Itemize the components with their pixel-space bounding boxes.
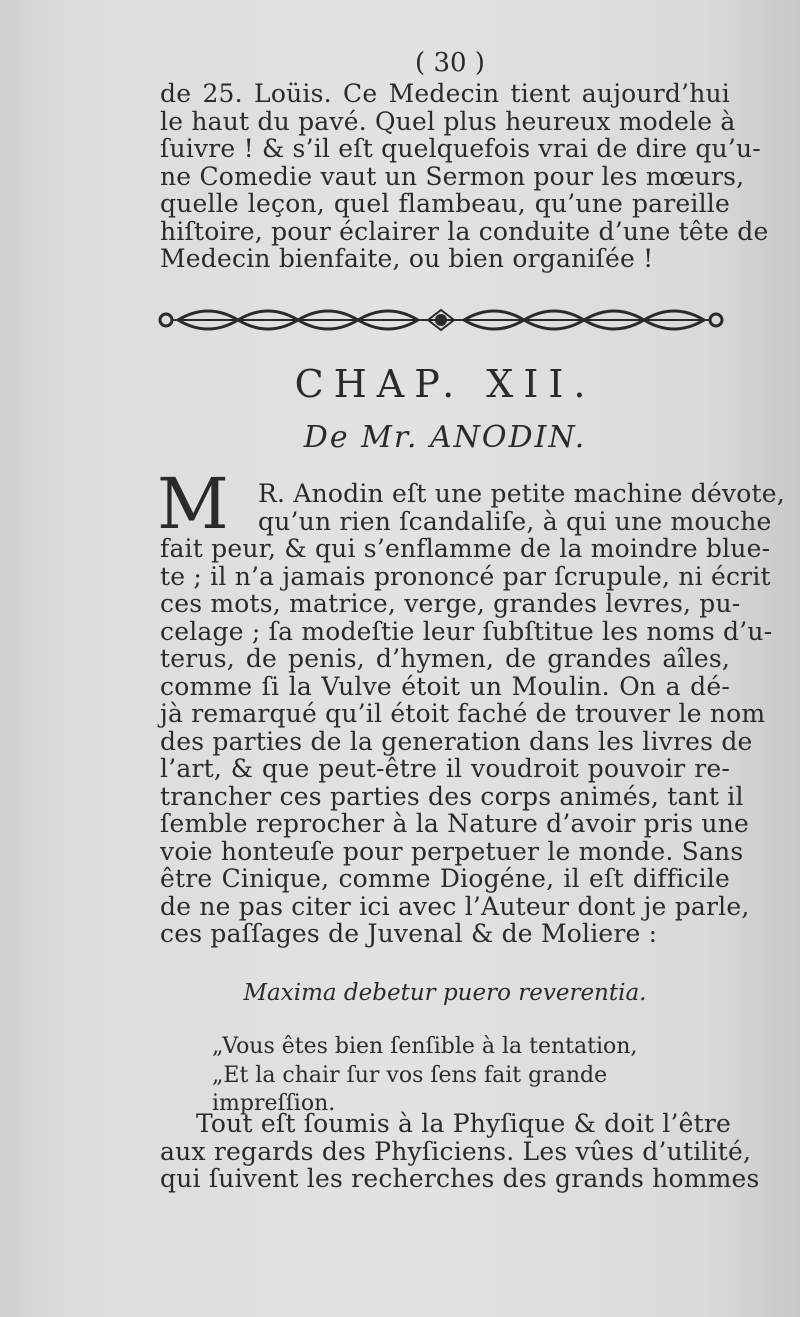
text-line: terus, de penis, d’hymen, de grandes aîles,: [160, 644, 730, 673]
text-line: des parties de la generation dans les livres de: [160, 726, 753, 756]
text-line: de ne pas citer ici avec l’Auteur dont je parle,: [160, 891, 750, 921]
text-line: ſuivre ! & s’il eſt quelquefois vrai de dire qu’u-: [160, 134, 761, 163]
ornament-divider-icon: [158, 305, 724, 335]
text-line: trancher ces parties des corps animés, tant il: [160, 781, 744, 811]
text-line: ces paſſages de Juvenal & de Moliere :: [160, 919, 658, 948]
text-line: le haut du pavé. Quel plus heureux modele à: [160, 106, 736, 136]
page-number: ( 30 ): [415, 48, 485, 78]
text-line: être Cinique, comme Diogéne, il eſt difficile: [160, 864, 730, 893]
text-line: ces mots, matrice, verge, grandes levres, pu-: [160, 589, 741, 618]
verse-line: „Vous êtes bien ſenſible à la tentation,: [212, 1034, 638, 1059]
text-line: te ; il n’a jamais prononcé par ſcrupule, ni écrit: [160, 561, 771, 591]
text-line: voie honteuſe pour perpetuer le monde. Sans: [160, 836, 744, 866]
text-line: R. Anodin eſt une petite machine dévote,: [258, 479, 785, 508]
text-line: aux regards des Phyſiciens. Les vûes d’utilité,: [160, 1136, 752, 1166]
text-line: ne Comedie vaut un Sermon pour les mœurs,: [160, 161, 745, 191]
text-line: de 25. Loüis. Ce Medecin tient aujourd’hui: [160, 79, 730, 108]
chapter-subtitle: De Mr. ANODIN.: [303, 420, 587, 455]
text-line: fait peur, & qui s’enflamme de la moindre blue-: [160, 534, 771, 563]
text-line: jà remarqué qu’il étoit faché de trouver le nom: [160, 699, 766, 728]
text-line: l’art, & que peut-être il voudroit pouvoir re-: [160, 754, 730, 783]
paragraph-3: [160, 1109, 760, 1193]
text-line: qui ſuivent les recherches des grands hommes: [160, 1164, 760, 1193]
drop-cap: M: [157, 463, 229, 545]
paragraph-1: [160, 79, 769, 273]
verse-line: „Et la chair ſur vos ſens fait grande impreſſion.: [212, 1063, 608, 1116]
text-line: celage ; ſa modeſtie leur ſubſtitue les noms d’u-: [160, 616, 773, 646]
text-line: ſemble reprocher à la Nature d’avoir pris une: [160, 809, 750, 838]
paragraph-2: [160, 479, 785, 948]
text-line: hiſtoire, pour éclairer la conduite d’une tête de: [160, 216, 769, 246]
text-line: quelle leçon, quel flambeau, qu’une pareille: [160, 189, 730, 218]
text-line: Medecin bienfaite, ou bien organiſée !: [160, 244, 654, 273]
text-line: qu’un rien ſcandaliſe, à qui une mouche: [258, 506, 772, 536]
text-line: Tout eſt ſoumis à la Phyſique & doit l’être: [196, 1109, 732, 1138]
text-line: comme ſi la Vulve étoit un Moulin. On a dé-: [160, 671, 730, 701]
chapter-title: CHAP. XII.: [294, 362, 596, 406]
latin-quote: Maxima debetur puero reverentia.: [243, 980, 647, 1006]
